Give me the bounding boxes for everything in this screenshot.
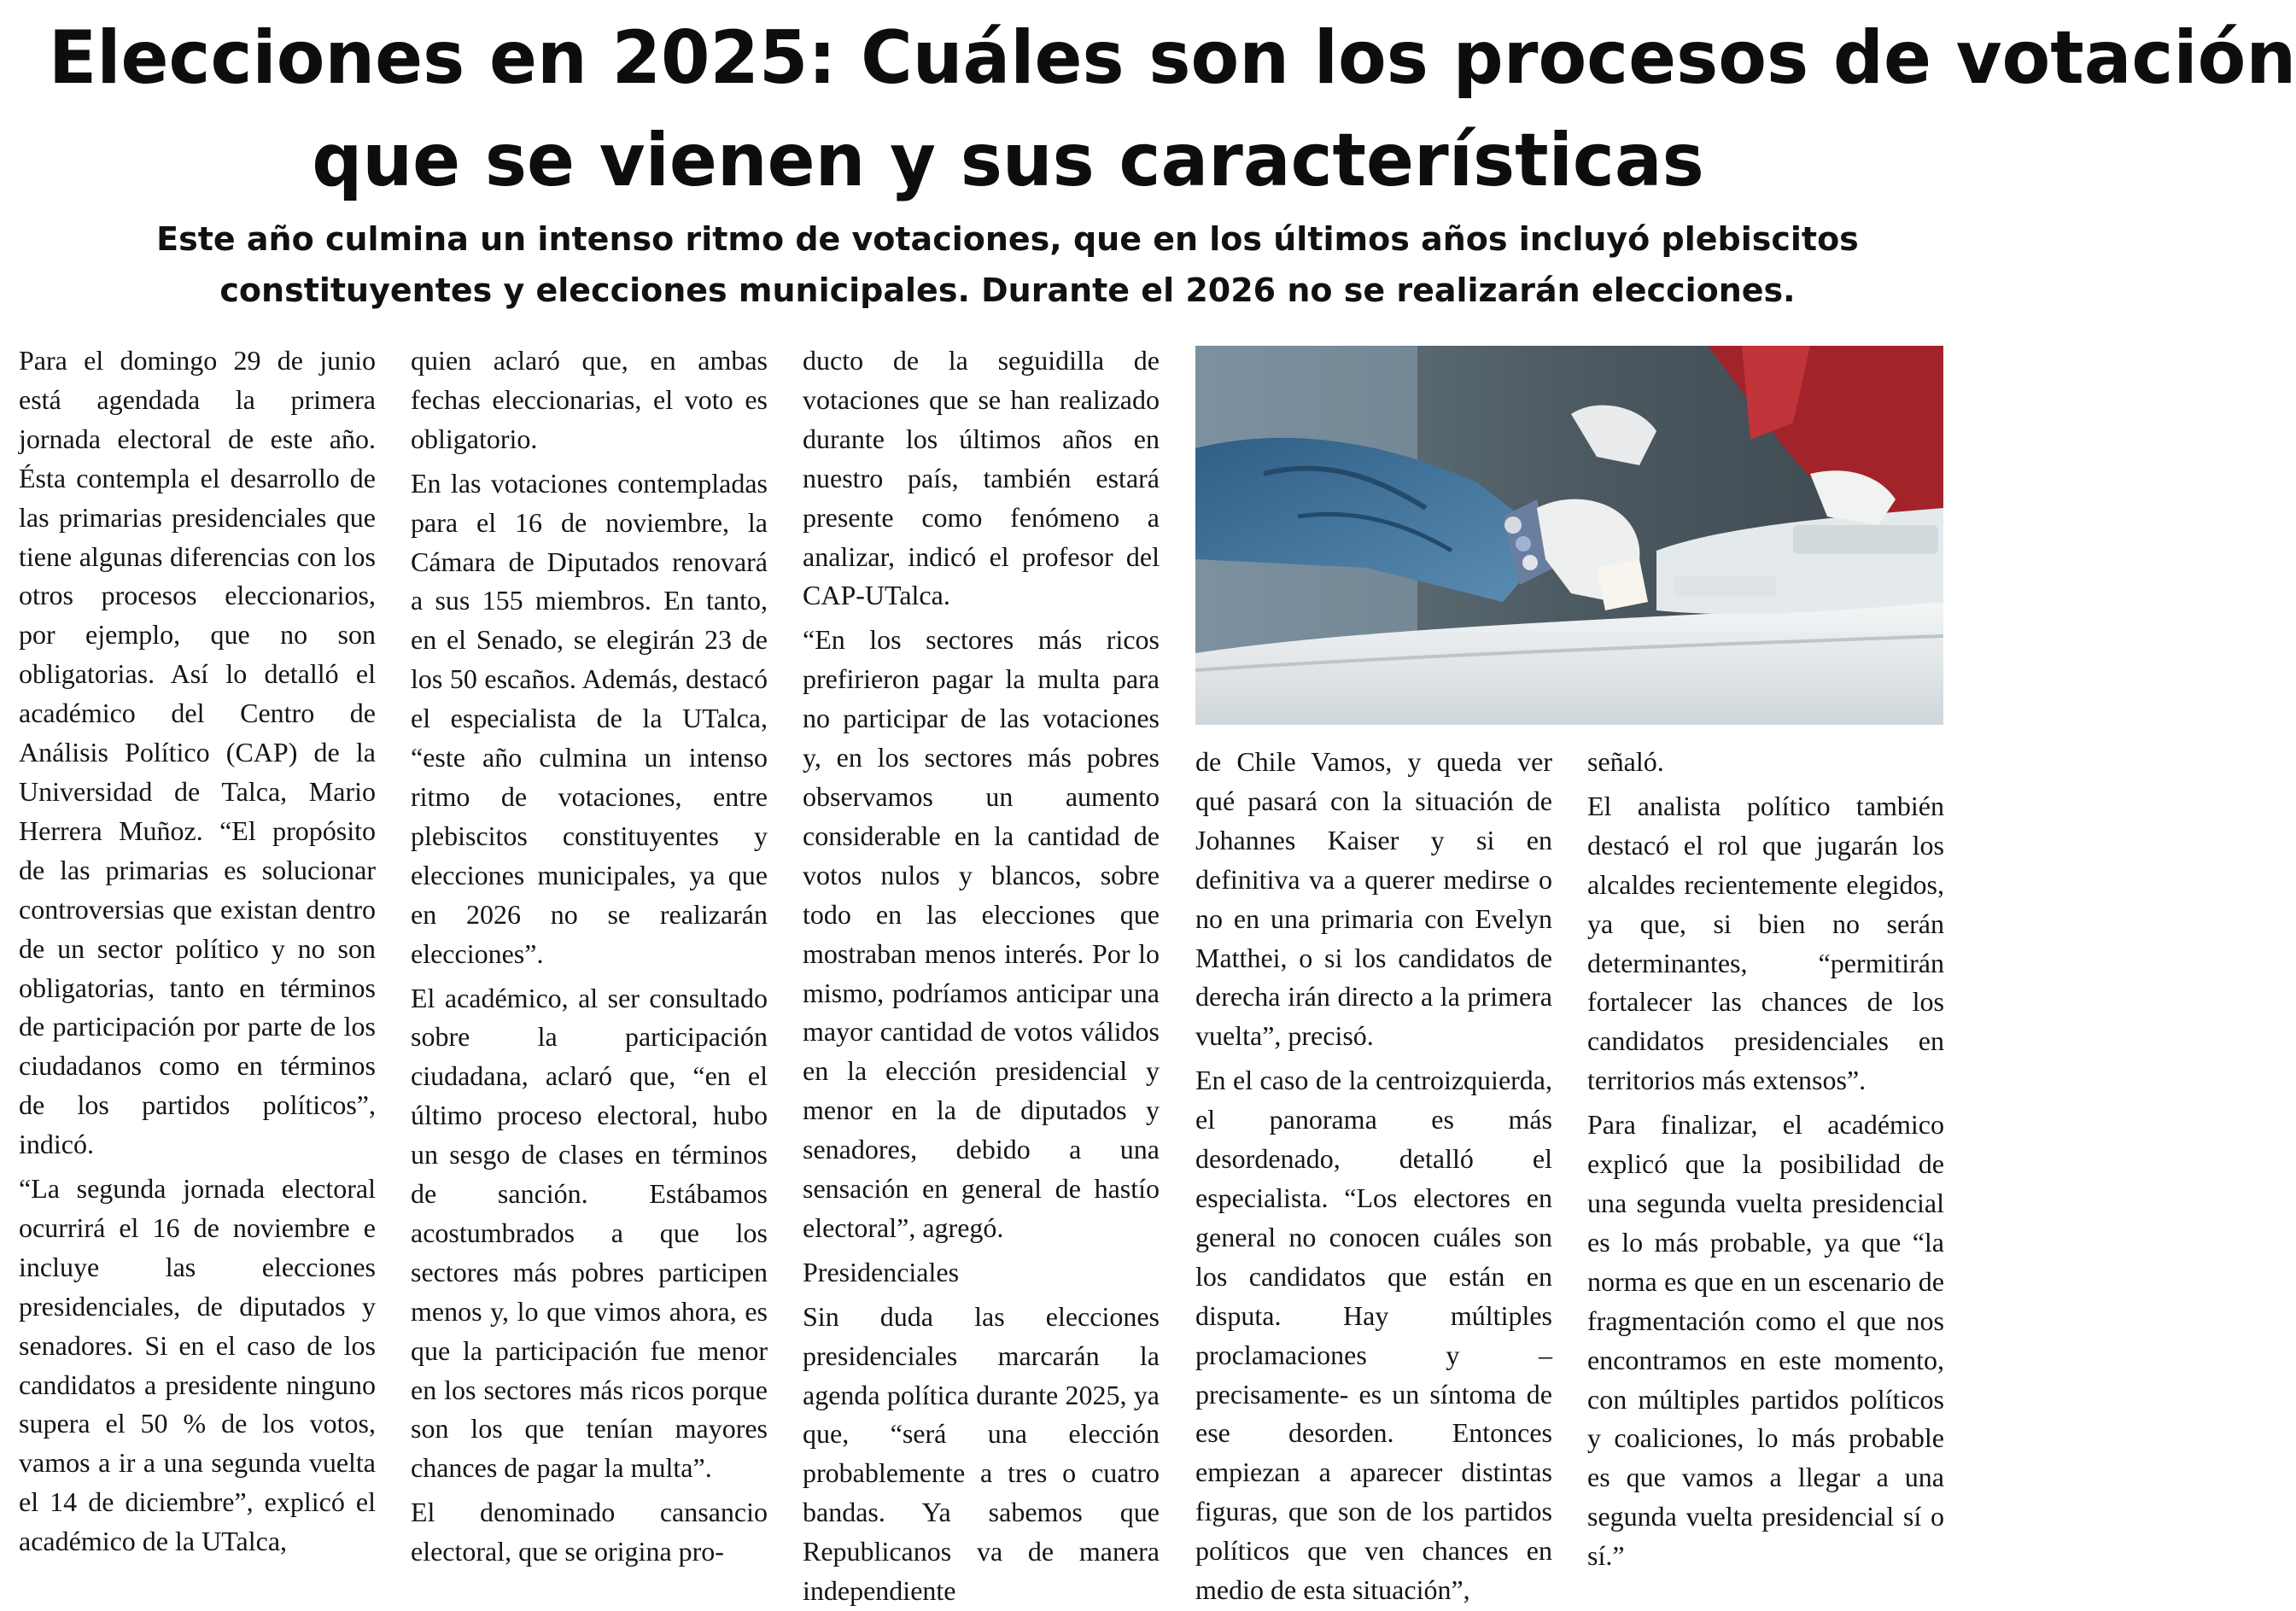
paragraph: El denominado cansancio electoral, que se origina pro- (411, 1497, 768, 1567)
paragraph: ducto de la seguidilla de votaciones que se han realizado durante los últimos años en nuestro país, también estará presente como fenómeno a analizar, indicó el profesor del CAP-UTalca. (803, 345, 1160, 611)
article-column-4 (1195, 743, 1552, 1606)
paragraph: En las votaciones contempladas para el 16 de noviembre, la Cámara de Diputados renovará a sus 155 miembros. En tanto, en el Senado, se elegirán 23 de los 50 escaños. Además, destacó el especialista de la UTalca, “este año culmina un intenso ritmo de votaciones, entre plebiscitos constituyentes y elecciones municipales, ya que en 2026 no se realizarán elecciones”. (411, 467, 768, 969)
paragraph: “La segunda jornada electoral ocurrirá el 16 de noviembre e incluye las elecciones presidenciales, de diputados y senadores. Si en el caso de los candidatos a presidente ninguno supera el 50 % de los votos, vamos a ir a una segunda vuelta el 14 de diciembre”, explicó el académico de la UTalca, (19, 1173, 376, 1557)
paragraph: En el caso de la centroizquierda, el panorama es más desordenado, detalló el especialista. “Los electores en general no conocen cuáles son los candidatos que están en disputa. Hay múltiples proclamaciones y –precisamente- es un síntoma de ese desorden. Entonces empiezan a aparecer distintas figuras, que son de los partidos políticos que ven chances en medio de esta situación”, (1195, 1065, 1552, 1606)
paragraph: El analista político también destacó el rol que jugarán los alcaldes recientemente elegidos, ya que, si bien no serán determinantes, “permitirán fortalecer las chances de los candidatos presidenciales en territorios más extensos”. (1587, 790, 1944, 1096)
paragraph: Sin duda las elecciones presidenciales marcarán la agenda política durante 2025, ya que, “será una elección probablemente a tres o cuatro bandas. Ya sabemos que Republicanos va de manera independiente (803, 1300, 1160, 1607)
headline-line-1: Elecciones en 2025: Cuáles son los procesos de votación (48, 15, 2296, 101)
deck-line-2: constituyentes y elecciones municipales. Durante el 2026 no se realizarán elecciones. (219, 271, 1796, 309)
section-subhead: Presidenciales (803, 1256, 960, 1287)
paragraph: “En los sectores más ricos prefirieron pagar la multa para no participar de las votaciones y, en los sectores más pobres observamos un aumento considerable en la cantidad de votos nulos y blancos, sobre todo en las elecciones que mostraban menos interés. Por lo mismo, podríamos anticipar una mayor cantidad de votos válidos en la elección presidencial y menor en la de diputados y senadores, debido a una sensación en general de hastío electoral”, agregó. (803, 624, 1160, 1243)
paragraph: Para el domingo 29 de junio está agendada la primera jornada electoral de este año. Ésta contempla el desarrollo de las primarias presidenciales que tiene algunas diferencias con los otros procesos eleccionarios, por ejemplo, que no son obligatorias. Así lo detalló el académico del Centro de Análisis Político (CAP) de la Universidad de Talca, Mario Herrera Muñoz. “El propósito de las primarias es solucionar controversias que existan dentro de un sector político y no son obligatorias, tanto en términos de participación por parte de los ciudadanos como en términos de los partidos políticos”, indicó. (19, 345, 376, 1160)
deck-subtitle (51, 213, 1964, 316)
article-column-5 (1587, 743, 1944, 1571)
paragraph: El académico, al ser consultado sobre la participación ciudadana, aclaró que, “en el último proceso electoral, hubo un sesgo de clases en términos de sanción. Estábamos acostumbrados a que los sectores más pobres participen menos y, lo que vimos ahora, es que la participación fue menor en los sectores más ricos porque son los que tenían mayores chances de pagar la multa”. (411, 982, 768, 1484)
article-column-3 (803, 341, 1160, 1607)
paragraph: de Chile Vamos, y queda ver qué pasará con la situación de Johannes Kaiser y si en definitiva va a querer medirse o no en una primaria con Evelyn Matthei, o si los candidatos de derecha irán directo a la primera vuelta”, precisó. (1195, 746, 1552, 1052)
paragraph: quien aclaró que, en ambas fechas eleccionarias, el voto es obligatorio. (411, 345, 768, 454)
ballot-box-photo (1195, 346, 1943, 725)
article-column-1 (19, 341, 376, 1571)
headline-line-2: que se vienen y sus características (312, 118, 1704, 203)
deck-line-1: Este año culmina un intenso ritmo de votaciones, que en los últimos años incluyó plebiscitos (156, 220, 1859, 258)
headline (48, 7, 2296, 212)
paragraph: Para finalizar, el académico explicó que la posibilidad de una segunda vuelta presidencial es lo más probable, ya que “la norma es que en un escenario de fragmentación como el que nos encontramos en este momento, con múltiples partidos políticos y coaliciones, lo más probable es que vamos a llegar a una segunda vuelta presidencial sí o sí.” (1587, 1109, 1944, 1572)
paragraph: señaló. (1587, 746, 1664, 777)
article-column-2 (411, 341, 768, 1571)
